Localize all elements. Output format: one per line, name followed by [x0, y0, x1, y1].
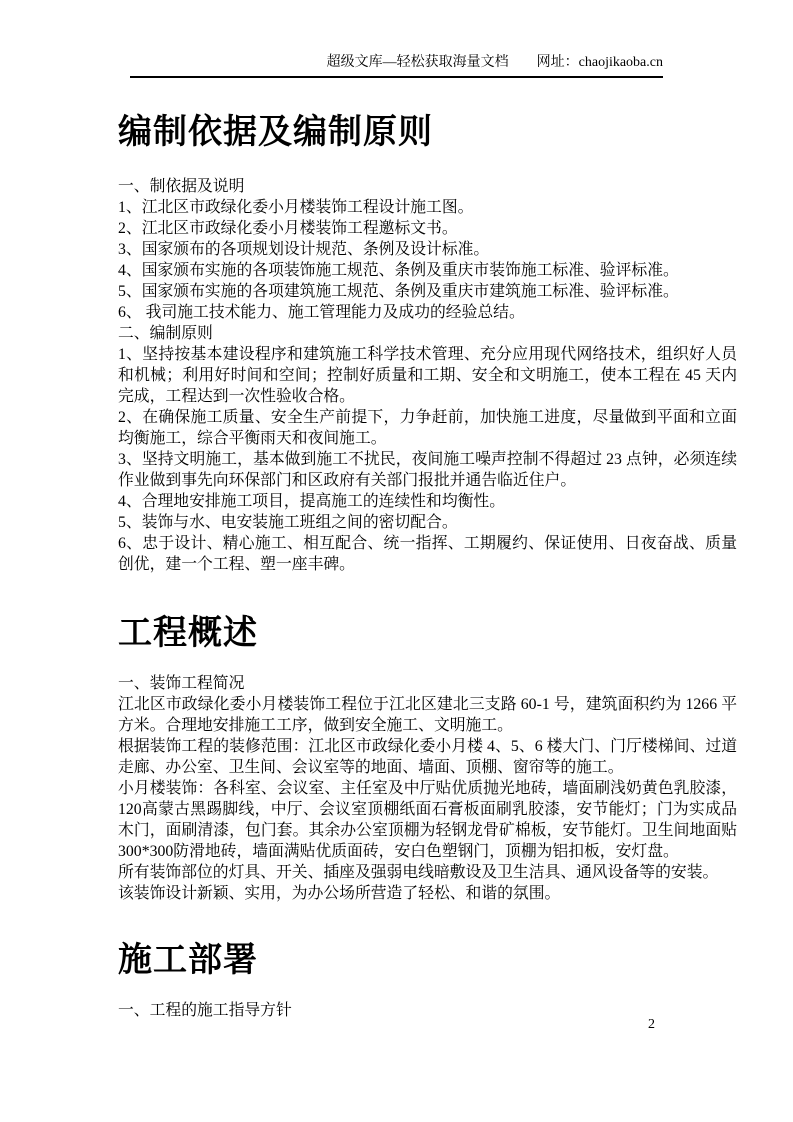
paragraph-principles-item-3: 3、坚持文明施工，基本做到施工不扰民，夜间施工噪声控制不得超过 23 点钟，必须连续作业做到事先向环保部门和区政府有关部门报批并通告临近住户。 [118, 451, 737, 489]
paragraph-overview-scope: 根据装饰工程的装修范围：江北区市政绿化委小月楼 4、5、6 楼大门、门厅楼梯间、过道走廊、办公室、卫生间、会议室等的地面、墙面、顶棚、窗帘等的施工。 [118, 738, 737, 776]
paragraph-overview-installations: 所有装饰部位的灯具、开关、插座及强弱电线暗敷设及卫生洁具、通风设备等的安装。 [118, 864, 719, 881]
paragraph-overview-heading: 一、装饰工程简况 [118, 675, 245, 692]
paragraph-basis-item-6: 6、 我司施工技术能力、施工管理能力及成功的经验总结。 [118, 304, 525, 321]
page-header [130, 52, 663, 78]
paragraph-basis-item-3: 3、国家颁布的各项规划设计规范、条例及设计标准。 [118, 241, 490, 258]
paragraph-overview-finishes: 小月楼装饰：各科室、会议室、主任室及中厅贴优质抛光地砖，墙面刷浅奶黄色乳胶漆，120高蒙古黑踢脚线，中厅、会议室顶棚纸面石膏板面刷乳胶漆，安节能灯；门为实成品木门，面刷清漆，包门套。其余办公室顶棚为轻钢龙骨矿棉板，安节能灯。卫生间地面贴 300*300防滑地砖，墙面满贴优质面砖，安白色塑钢门，顶棚为铝扣板，安灯盘。 [118, 780, 737, 860]
section-title-compilation-basis: 编制依据及编制原则 [118, 114, 433, 151]
paragraph-overview-location: 江北区市政绿化委小月楼装饰工程位于江北区建北三支路 60-1 号，建筑面积约为 1266 平方米。合理地安排施工工序，做到安全施工、文明施工。 [118, 696, 737, 734]
paragraph-principles-item-4: 4、合理地安排施工项目，提高施工的连续性和均衡性。 [118, 493, 506, 510]
paragraph-principles-heading: 二、编制原则 [118, 325, 213, 342]
paragraph-basis-item-1: 1、江北区市政绿化委小月楼装饰工程设计施工图。 [118, 199, 474, 216]
paragraph-deployment-heading: 一、工程的施工指导方针 [118, 1002, 292, 1019]
section-title-project-overview: 工程概述 [118, 615, 258, 652]
section-title-construction-deployment: 施工部署 [118, 942, 258, 979]
document-content [118, 98, 737, 1021]
paragraph-principles-item-2: 2、在确保施工质量、安全生产前提下，力争赶前，加快施工进度，尽量做到平面和立面均衡施工，综合平衡雨天和夜间施工。 [118, 409, 737, 447]
paragraph-principles-item-5: 5、装饰与水、电安装施工班组之间的密切配合。 [118, 514, 458, 531]
paragraph-basis-heading: 一、制依据及说明 [118, 178, 245, 195]
page-number: 2 [648, 1017, 655, 1032]
paragraph-basis-item-4: 4、国家颁布实施的各项装饰施工规范、条例及重庆市装饰施工标准、验评标准。 [118, 262, 679, 279]
paragraph-overview-design: 该装饰设计新颖、实用，为办公场所营造了轻松、和谐的氛围。 [118, 885, 561, 902]
paragraph-principles-item-6: 6、忠于设计、精心施工、相互配合、统一指挥、工期履约、保证使用、日夜奋战、质量创优，建一个工程、塑一座丰碑。 [118, 535, 737, 573]
paragraph-principles-item-1: 1、坚持按基本建设程序和建筑施工科学技术管理、充分应用现代网络技术，组织好人员和机械；利用好时间和空间；控制好质量和工期、安全和文明施工，使本工程在 45 天内完成，工程达到一次性验收合格。 [118, 346, 737, 405]
header-site-name: 超级文库—轻松获取海量文档 [326, 55, 509, 70]
header-url-label: 网址： [536, 55, 579, 70]
paragraph-basis-item-2: 2、江北区市政绿化委小月楼装饰工程邀标文书。 [118, 220, 458, 237]
header-url: chaojikaoba.cn [578, 55, 663, 70]
paragraph-basis-item-5: 5、国家颁布实施的各项建筑施工规范、条例及重庆市建筑施工标准、验评标准。 [118, 283, 679, 300]
